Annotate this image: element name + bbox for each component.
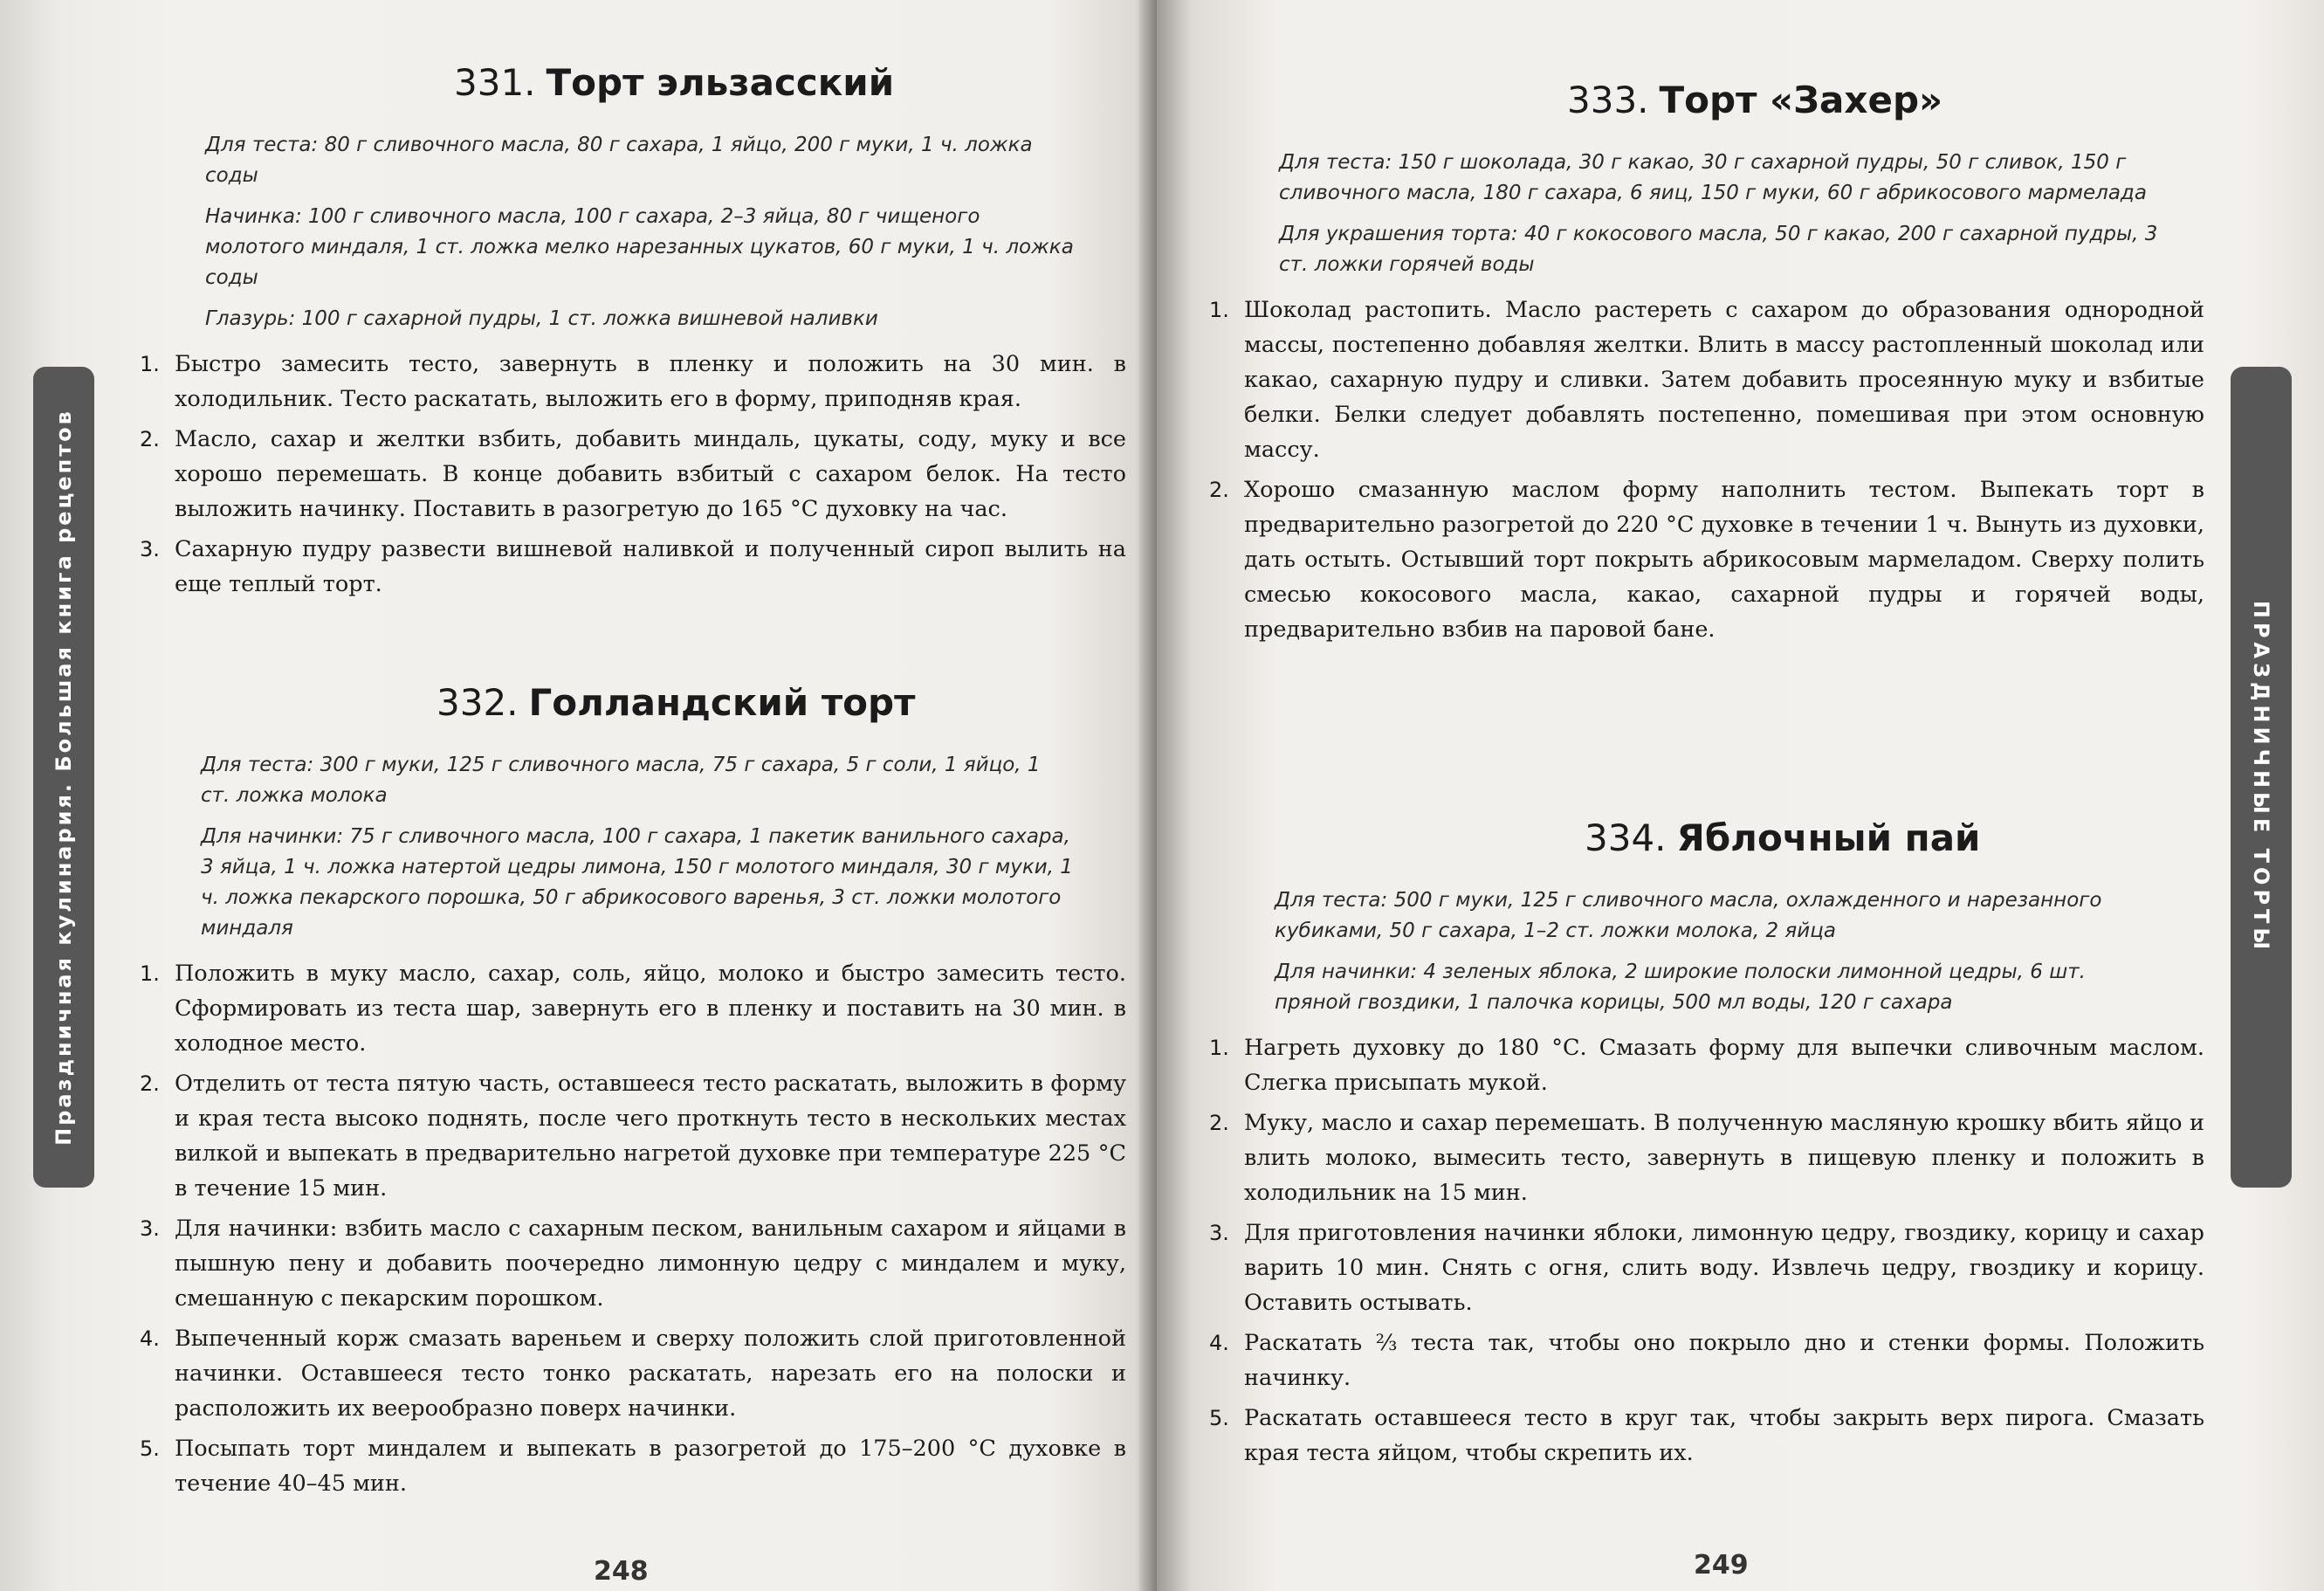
step-item bbox=[1209, 472, 2204, 647]
step-number: 5. bbox=[140, 1436, 160, 1461]
right-side-tab bbox=[2231, 367, 2292, 1188]
step-text: Шоколад растопить. Масло растереть с сахаром до образования однородной массы, постепенно добавляя желтки. Влить в массу растопленный шоколад или какао, сахарную пудру и сливки. Затем добавить просеянную муку и взбитые белки. Белки следует добавлять постепенно, помешивая при этом основную массу. bbox=[1244, 297, 2204, 463]
recipe-name: Голландский торт bbox=[528, 681, 916, 724]
recipe-number: 331. bbox=[454, 61, 536, 104]
steps-list bbox=[1209, 1030, 2204, 1470]
step-item bbox=[140, 347, 1126, 417]
ingredients-dough: Для теста: 80 г сливочного масла, 80 г сахара, 1 яйцо, 200 г муки, 1 ч. ложка соды bbox=[205, 134, 1033, 187]
step-item bbox=[140, 1066, 1126, 1206]
page-number: 249 bbox=[1694, 1550, 1749, 1581]
ingredients-glaze: Глазурь: 100 г сахарной пудры, 1 ст. ложка вишневой наливки bbox=[205, 307, 878, 330]
recipe-333 bbox=[1209, 79, 2204, 652]
step-text: Раскатать оставшееся тесто в круг так, чтобы закрыть верх пирога. Смазать края теста яйцом, чтобы скрепить их. bbox=[1244, 1405, 2204, 1466]
step-number: 1. bbox=[1209, 1036, 1229, 1060]
recipe-number: 332. bbox=[437, 681, 519, 724]
step-text: Сахарную пудру развести вишневой наливкой и полученный сироп вылить на еще теплый торт. bbox=[175, 536, 1126, 597]
step-item bbox=[140, 1321, 1126, 1426]
step-number: 3. bbox=[140, 1216, 160, 1241]
step-number: 1. bbox=[140, 961, 160, 986]
step-item bbox=[1209, 1030, 2204, 1100]
step-text: Муку, масло и сахар перемешать. В полученную масляную крошку вбить яйцо и влить молоко, вымесить тесто, завернуть в пищевую пленку и положить в холодильник на 15 мин. bbox=[1244, 1110, 2204, 1206]
step-text: Для начинки: взбить масло с сахарным песком, ванильным сахаром и яйцами в пышную пену и добавить поочередно лимонную цедру с миндалем и муку, смешанную с пекарским порошком. bbox=[175, 1216, 1126, 1312]
ingredients-filling: Начинка: 100 г сливочного масла, 100 г сахара, 2–3 яйца, 80 г чищеного молотого миндаля, 1 ст. ложка мелко нарезанных цукатов, 60 г муки, 1 ч. ложка соды bbox=[205, 205, 1074, 289]
ingredients-dough: Для теста: 300 г муки, 125 г сливочного масла, 75 г сахара, 5 г соли, 1 яйцо, 1 ст. ложка молока bbox=[201, 754, 1041, 807]
recipe-title bbox=[1567, 79, 2204, 121]
recipe-332 bbox=[140, 681, 1126, 1506]
step-item bbox=[1209, 293, 2204, 467]
recipe-name: Торт «Захер» bbox=[1659, 79, 1943, 121]
ingredients-filling: Для начинки: 75 г сливочного масла, 100 г сахара, 1 пакетик ванильного сахара, 3 яйца, 1 ч. ложка натертой цедры лимона, 150 г молотого миндаля, 30 г муки, 1 ч. ложка пекарского порошка, 50 г абрикосового варенья, 3 ст. ложки молотого миндаля bbox=[201, 825, 1073, 940]
step-item bbox=[1209, 1105, 2204, 1210]
step-number: 2. bbox=[1209, 478, 1229, 502]
step-number: 2. bbox=[140, 427, 160, 451]
ingredients-filling: Для начинки: 4 зеленых яблока, 2 широкие полоски лимонной цедры, 6 шт. пряной гвоздики, 1 палочка корицы, 500 мл воды, 120 г сахара bbox=[1275, 961, 2086, 1014]
step-item bbox=[140, 532, 1126, 602]
step-item bbox=[140, 1431, 1126, 1501]
step-item bbox=[1209, 1326, 2204, 1395]
step-text: Положить в муку масло, сахар, соль, яйцо, молоко и быстро замесить тесто. Сформировать из теста шар, завернуть его в пленку и поставить на 30 мин. в холодное место. bbox=[175, 961, 1126, 1057]
ingredients-dough: Для теста: 150 г шоколада, 30 г какао, 30 г сахарной пудры, 50 г сливок, 150 г сливочного масла, 180 г сахара, 6 яиц, 150 г муки, 60 г абрикосового мармелада bbox=[1279, 151, 2147, 204]
step-number: 1. bbox=[140, 352, 160, 376]
step-item bbox=[1209, 1216, 2204, 1320]
left-side-tab bbox=[33, 367, 94, 1188]
recipe-name: Яблочный пай bbox=[1676, 816, 1981, 859]
step-number: 3. bbox=[1209, 1221, 1229, 1245]
right-side-tab-text: ПРАЗДНИЧНЫЕ ТОРТЫ bbox=[2249, 600, 2273, 954]
recipe-number: 334. bbox=[1585, 816, 1667, 859]
step-item bbox=[140, 956, 1126, 1061]
steps-list bbox=[140, 347, 1126, 602]
recipe-number: 333. bbox=[1567, 79, 1649, 121]
page-number: 248 bbox=[594, 1556, 649, 1587]
steps-list bbox=[1209, 293, 2204, 647]
step-text: Хорошо смазанную маслом форму наполнить тестом. Выпекать торт в предварительно разогретой до 220 °С духовке в течении 1 ч. Вынуть из духовки, дать остыть. Остывший торт покрыть абрикосовым мармеладом. Сверху полить смесью кокосового масла, какао, сахарной пудры и горячей воды, предварительно взбив на паровой бане. bbox=[1244, 477, 2204, 643]
step-text: Быстро замесить тесто, завернуть в пленку и положить на 30 мин. в холодильник. Тесто раскатать, выложить его в форму, приподняв края. bbox=[175, 351, 1126, 412]
recipe-334 bbox=[1209, 816, 2204, 1476]
step-number: 2. bbox=[140, 1071, 160, 1096]
ingredients-dough: Для теста: 500 г муки, 125 г сливочного масла, охлажденного и нарезанного кубиками, 50 г сахара, 1–2 ст. ложки молока, 2 яйца bbox=[1275, 889, 2102, 942]
recipe-331 bbox=[140, 61, 1126, 607]
recipe-name: Торт эльзасский bbox=[546, 61, 895, 104]
left-side-tab-text: Праздничная кулинария. Большая книга рецептов bbox=[52, 409, 76, 1146]
step-text: Выпеченный корж смазать вареньем и сверху положить слой приготовленной начинки. Оставшееся тесто тонко раскатать, нарезать его на полоски и расположить их веерообразно поверх начинки. bbox=[175, 1326, 1126, 1422]
steps-list bbox=[140, 956, 1126, 1501]
step-item bbox=[140, 1211, 1126, 1316]
recipe-title bbox=[1585, 816, 2204, 859]
step-item bbox=[140, 422, 1126, 527]
step-text: Посыпать торт миндалем и выпекать в разогретой до 175–200 °С духовке в течение 40–45 мин. bbox=[175, 1436, 1126, 1497]
right-page bbox=[1157, 0, 2324, 1591]
ingredients-decoration: Для украшения торта: 40 г кокосового масла, 50 г какао, 200 г сахарной пудры, 3 ст. ложки горячей воды bbox=[1279, 223, 2158, 276]
step-text: Для приготовления начинки яблоки, лимонную цедру, гвоздику, корицу и сахар варить 10 мин. Снять с огня, слить воду. Извлечь цедру, гвоздику и корицу. Оставить остывать. bbox=[1244, 1220, 2204, 1316]
step-number: 4. bbox=[140, 1326, 160, 1351]
step-number: 4. bbox=[1209, 1331, 1229, 1355]
left-page bbox=[0, 0, 1157, 1591]
step-number: 5. bbox=[1209, 1406, 1229, 1430]
step-item bbox=[1209, 1401, 2204, 1470]
step-text: Раскатать ⅔ теста так, чтобы оно покрыло дно и стенки формы. Положить начинку. bbox=[1244, 1330, 2204, 1391]
step-text: Отделить от теста пятую часть, оставшееся тесто раскатать, выложить в форму и края теста высоко поднять, после чего проткнуть тесто в нескольких местах вилкой и выпекать в предварительно нагретой духовке при температуре 225 °С в течение 15 мин. bbox=[175, 1071, 1126, 1202]
recipe-title bbox=[437, 681, 1126, 724]
step-number: 1. bbox=[1209, 298, 1229, 322]
step-text: Нагреть духовку до 180 °С. Смазать форму для выпечки сливочным маслом. Слегка присыпать мукой. bbox=[1244, 1035, 2204, 1096]
step-number: 3. bbox=[140, 537, 160, 561]
step-number: 2. bbox=[1209, 1111, 1229, 1135]
step-text: Масло, сахар и желтки взбить, добавить миндаль, цукаты, соду, муку и все хорошо перемешать. В конце добавить взбитый с сахаром белок. На тесто выложить начинку. Поставить в разогретую до 165 °С духовку на час. bbox=[175, 426, 1126, 522]
recipe-title bbox=[454, 61, 1126, 104]
